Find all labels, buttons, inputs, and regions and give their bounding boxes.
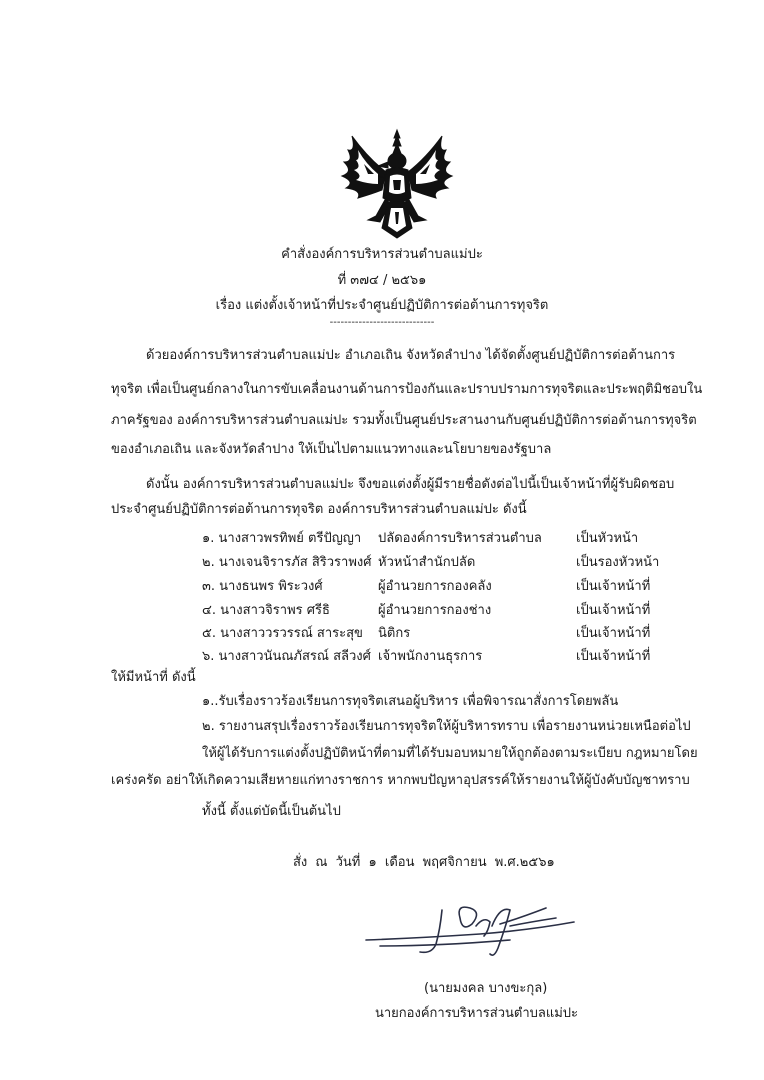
appointee-role: เป็นเจ้าหน้าที่: [576, 603, 651, 618]
appointee-role: เป็นหัวหน้า: [576, 531, 639, 546]
appointee-role: เป็นเจ้าหน้าที่: [576, 579, 651, 594]
appointee-name: ๓. นางธนพร พิระวงศ์: [202, 579, 323, 594]
appointee-role: เป็นเจ้าหน้าที่: [576, 626, 651, 641]
signer-position: นายกองค์การบริหารส่วนตำบลแม่ปะ: [375, 1006, 579, 1021]
duties-intro: ให้มีหน้าที่ ดังนี้: [111, 670, 196, 685]
paragraph2-line2: ประจำศูนย์ปฏิบัติการต่อต้านการทุจริต องค์การบริหารส่วนตำบลแม่ปะ ดังนี้: [111, 502, 527, 517]
garuda-emblem-icon: [338, 128, 456, 240]
appointee-name: ๕. นางสาววรวรรณ์ สาระสุข: [202, 626, 363, 641]
appointee-position: ปลัดองค์การบริหารส่วนตำบล: [378, 531, 542, 546]
appointee-position: ผู้อำนวยการกองช่าง: [378, 603, 492, 618]
divider: -----------------------------: [329, 317, 435, 328]
appointee-name: ๔. นางสาวจิราพร ศรีธิ: [202, 603, 330, 618]
appointee-position: เจ้าพนักงานธุรการ: [378, 649, 483, 664]
appointee-position: นิติกร: [378, 626, 411, 641]
order-title: คำสั่งองค์การบริหารส่วนตำบลแม่ปะ: [281, 247, 483, 262]
paragraph1-line2: ทุจริต เพื่อเป็นศูนย์กลางในการขับเคลื่อนงานด้านการป้องกันและปราบปรามการทุจริตและประพฤติมิชอบใน: [111, 382, 703, 397]
appointee-position: ผู้อำนวยการกองคลัง: [378, 579, 492, 594]
order-number: ที่ ๓๗๔ / ๒๕๖๑: [337, 273, 427, 288]
appointee-name: ๑. นางสาวพรทิพย์ ตรีปัญญา: [202, 531, 362, 546]
duty-item-1: ๑..รับเรื่องราวร้องเรียนการทุจริตเสนอผู้บริหาร เพื่อพิจารณาสั่งการโดยพลัน: [202, 694, 619, 709]
appointee-role: เป็นเจ้าหน้าที่: [576, 649, 651, 664]
appointee-name: ๖. นางสาวนันณภัสรณ์ สลีวงศ์: [202, 649, 371, 664]
effective-statement: ทั้งนี้ ตั้งแต่บัดนี้เป็นต้นไป: [202, 804, 341, 819]
paragraph1-line4: ของอำเภอเถิน และจังหวัดลำปาง ให้เป็นไปตามแนวทางและนโยบายของรัฐบาล: [111, 442, 552, 457]
order-date: สั่ง ณ วันที่ ๑ เดือน พฤศจิกายน พ.ศ.๒๕๖๑: [293, 855, 555, 870]
paragraph2-line1: ดังนั้น องค์การบริหารส่วนตำบลแม่ปะ จึงขอแต่งตั้งผู้มีรายชื่อดังต่อไปนี้เป็นเจ้าหน้าที่ผู้รับผิดชอบ: [146, 477, 675, 492]
appointee-role: เป็นรองหัวหน้า: [576, 555, 660, 570]
instruction-line1: ให้ผู้ได้รับการแต่งตั้งปฏิบัติหน้าที่ตามที่ได้รับมอบหมายให้ถูกต้องตามระเบียบ กฎหมายโดย: [202, 746, 698, 761]
paragraph1-line3: ภาครัฐของ องค์การบริหารส่วนตำบลแม่ปะ รวมทั้งเป็นศูนย์ประสานงานกับศูนย์ปฏิบัติการต่อต้านการทุจริต: [111, 413, 697, 428]
paragraph1-line1: ด้วยองค์การบริหารส่วนตำบลแม่ปะ อำเภอเถิน จังหวัดลำปาง ได้จัดตั้งศูนย์ปฏิบัติการต่อต้านการ: [146, 348, 676, 363]
signer-name: (นายมงคล บางขะกุล): [424, 981, 548, 996]
instruction-line2: เคร่งครัด อย่าให้เกิดความเสียหายแก่ทางราชการ หากพบปัญหาอุปสรรค์ให้รายงานให้ผู้บังคับบัญชาทราบ: [111, 773, 690, 788]
order-subject: เรื่อง แต่งตั้งเจ้าหน้าที่ประจำศูนย์ปฏิบัติการต่อต้านการทุจริต: [215, 298, 549, 313]
duty-item-2: ๒. รายงานสรุปเรื่องราวร้องเรียนการทุจริตให้ผู้บริหารทราบ เพื่อรายงานหน่วยเหนือต่อไป: [202, 719, 691, 734]
appointee-position: หัวหน้าสำนักปลัด: [378, 555, 476, 570]
handwritten-signature-icon: [360, 896, 580, 966]
appointee-name: ๒. นางเจนจิรารภัส สิริวราพงศ์: [202, 555, 372, 570]
